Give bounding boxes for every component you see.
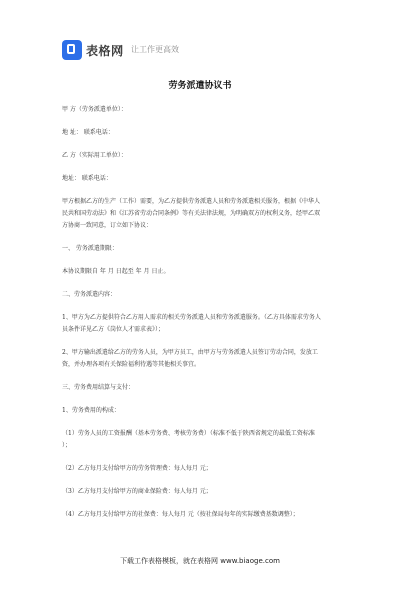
clause-2-2-line-2: 资，并办理各项有关保险福利待遇等其他相关事宜。 <box>62 361 201 368</box>
document-title: 劳务派遣协议书 <box>168 81 232 91</box>
party-a-address-line: 地 址： 联系电话： <box>62 129 114 136</box>
party-a-line: 甲 方（劳务派遣单位）： <box>62 106 127 113</box>
fee-composition-heading: 1、劳务费用的构成： <box>62 407 120 414</box>
section-2-heading: 二、劳务派遣内容： <box>62 291 117 298</box>
preamble-line-2: 民共和国劳动法》和《江苏省劳动合同条例》等有关法律法规，为明确双方的权利义务，经甲乙双 <box>62 210 321 217</box>
party-b-address-line: 地址： 联系电话： <box>62 175 112 182</box>
party-b-line: 乙 方（实际用工单位）： <box>62 152 127 159</box>
fee-item-1-line-1: （1）劳务人员的工资报酬（基本劳务费、考核劳务费）（标准不低于陕西省规定的最低工资标准 <box>62 430 315 437</box>
logo-glyph <box>67 44 75 54</box>
section-1-heading: 一、 劳务派遣期限： <box>62 245 118 252</box>
clause-2-1-line-2: 员条件详见乙方《岗位人才需求表》）； <box>62 326 165 333</box>
preamble-line-1: 甲方根据乙方的生产（工作）需要，为乙方提供劳务派遣人员和劳务派遣相关服务，根据《中华人 <box>62 198 321 205</box>
term-line: 本协议期限自 年 月 日起至 年 月 日止。 <box>62 268 170 275</box>
footer-text: 下载工作表格模板，就在表格网 www.biaoge.com <box>120 557 280 565</box>
clause-2-2-line-1: 2、甲方输出派遣给乙方的劳务人员，为甲方员工，由甲方与劳务派遣人员签订劳动合同，发放工 <box>62 349 318 356</box>
fee-item-3: （3）乙方每月支付给甲方的商业保险费：每人每月 元； <box>62 488 212 495</box>
fee-item-4: （4）乙方每月支付给甲方的社保费：每人每月 元（按社保局每年的实际缴费基数调整）； <box>62 511 299 518</box>
section-3-heading: 三、劳务费用结算与支付： <box>62 384 135 391</box>
fee-item-1-line-2: ）； <box>62 442 72 449</box>
brand-name: 表格网 <box>86 44 124 58</box>
clause-2-1-line-1: 1、甲方为乙方提供符合乙方用人需求的相关劳务派遣人员和劳务派遣服务。（乙方具体需求劳务人 <box>62 314 321 321</box>
brand-logo-icon <box>62 40 82 60</box>
brand-slogan: 让工作更高效 <box>122 45 179 54</box>
fee-item-2: （2）乙方每月支付给甲方的劳务管理费：每人每月 元； <box>62 465 212 472</box>
preamble-line-3: 方协商一致同意，订立如下协议： <box>62 222 153 229</box>
